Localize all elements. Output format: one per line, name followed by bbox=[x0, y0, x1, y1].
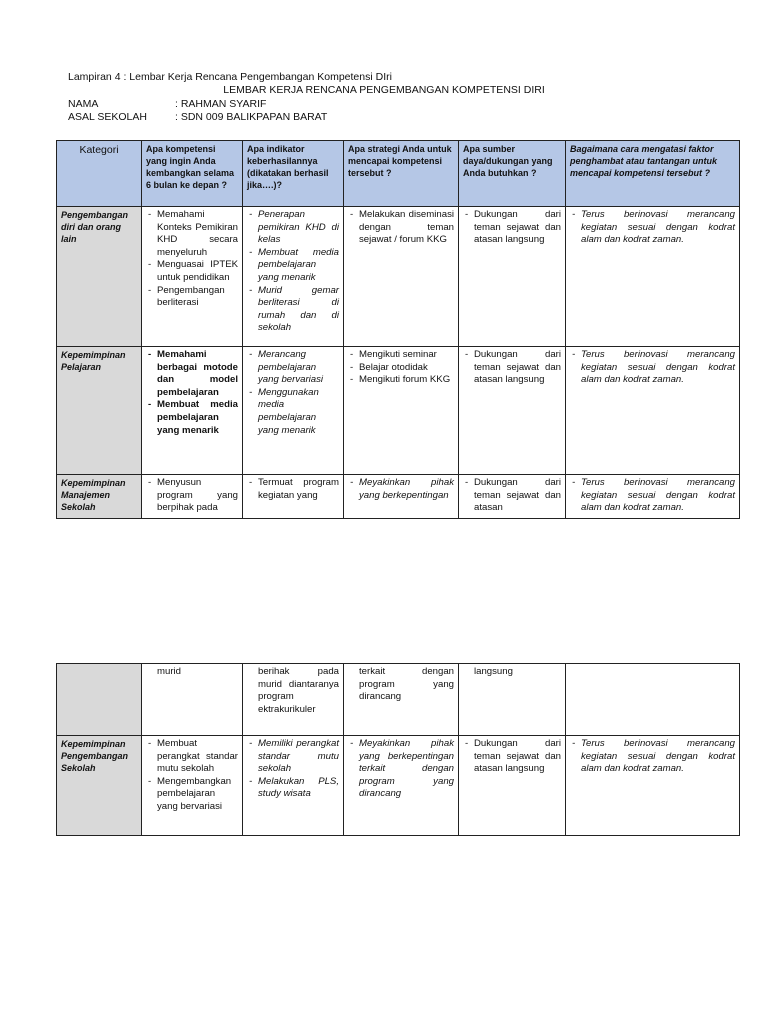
strategi-cell bbox=[344, 347, 459, 475]
list-item: - Pengembangan berliterasi bbox=[146, 285, 238, 310]
list-item: - Merancang pembelajaran yang bervariasi bbox=[247, 349, 339, 387]
indikator-cell bbox=[243, 736, 344, 836]
kompetensi-cell bbox=[142, 475, 243, 519]
list-item: - Menyusun program yang berpihak pada bbox=[146, 477, 238, 515]
list-item: - Terus berinovasi merancang kegiatan sesuai dengan kodrat alam dan kodrat zaman. bbox=[570, 349, 735, 387]
kompetensi-cell bbox=[142, 736, 243, 836]
indikator-cell bbox=[243, 347, 344, 475]
list-item: - Murid gemar berliterasi di rumah dan di sekolah bbox=[247, 285, 339, 335]
nama-value: : RAHMAN SYARIF bbox=[175, 98, 267, 110]
list-item: - Meyakinkan pihak yang berkepentingan terkait dengan program yang dirancang bbox=[348, 738, 454, 801]
list-item: - Menggunakan media pembelajaran yang menarik bbox=[247, 387, 339, 437]
header-kategori: Kategori bbox=[57, 141, 142, 207]
list-item: - Memahami berbagai motode dan model pembelajaran bbox=[146, 349, 238, 399]
competency-table-continued bbox=[56, 663, 740, 836]
list-item: - Terus berinovasi merancang kegiatan sesuai dengan kodrat alam dan kodrat zaman. bbox=[570, 477, 735, 515]
indikator-cell bbox=[243, 664, 344, 736]
strategi-cell bbox=[344, 207, 459, 347]
list-item: - Terus berinovasi merancang kegiatan sesuai dengan kodrat alam dan kodrat zaman. bbox=[570, 738, 735, 776]
table-header-row bbox=[57, 141, 740, 207]
kompetensi-cell bbox=[142, 347, 243, 475]
category-cell: Pengembangan diri dan orang lain bbox=[57, 207, 142, 347]
list-item: - Termuat program kegiatan yang bbox=[247, 477, 339, 502]
competency-table bbox=[56, 140, 740, 519]
sumber-cell bbox=[459, 347, 566, 475]
table-row bbox=[57, 736, 740, 836]
sumber-cell bbox=[459, 475, 566, 519]
list-item: berihak pada murid diantaranya program ektrakurikuler bbox=[258, 666, 339, 715]
list-item: - Dukungan dari teman sejawat dan atasan langsung bbox=[463, 209, 561, 247]
sumber-cell bbox=[459, 736, 566, 836]
list-item: - Meyakinkan pihak yang berkepentingan bbox=[348, 477, 454, 502]
category-cell: Kepemimpinan Pelajaran bbox=[57, 347, 142, 475]
document-title: LEMBAR KERJA RENCANA PENGEMBANGAN KOMPETENSI DIRI bbox=[223, 84, 545, 96]
nama-label: NAMA bbox=[68, 98, 99, 110]
header-indikator: Apa indikator keberhasilannya (dikatakan berhasil jika….)? bbox=[243, 141, 344, 207]
strategi-cell bbox=[344, 475, 459, 519]
kompetensi-cell bbox=[142, 207, 243, 347]
indikator-cell bbox=[243, 475, 344, 519]
table-row bbox=[57, 664, 740, 736]
list-item: murid bbox=[157, 666, 181, 677]
strategi-cell bbox=[344, 664, 459, 736]
cara-cell bbox=[566, 475, 740, 519]
list-item: - Melakukan PLS, study wisata bbox=[247, 776, 339, 801]
list-item: langsung bbox=[474, 666, 513, 677]
list-item: - Belajar otodidak bbox=[348, 362, 454, 375]
lampiran-line: Lampiran 4 : Lembar Kerja Rencana Pengembangan Kompetensi DIri bbox=[68, 71, 392, 83]
list-item: - Dukungan dari teman sejawat dan atasan langsung bbox=[463, 738, 561, 776]
category-cell bbox=[57, 664, 142, 736]
sumber-cell bbox=[459, 207, 566, 347]
list-item: - Mengembangkan pembelajaran yang bervariasi bbox=[146, 776, 238, 814]
cara-cell bbox=[566, 664, 740, 736]
table-row bbox=[57, 475, 740, 519]
list-item: - Memahami Konteks Pemikiran KHD secara menyeluruh bbox=[146, 209, 238, 259]
list-item: - Terus berinovasi merancang kegiatan sesuai dengan kodrat alam dan kodrat zaman. bbox=[570, 209, 735, 247]
header-kompetensi: Apa kompetensi yang ingin Anda kembangkan selama 6 bulan ke depan ? bbox=[142, 141, 243, 207]
header-strategi: Apa strategi Anda untuk mencapai kompetensi tersebut ? bbox=[344, 141, 459, 207]
list-item: - Mengikuti seminar bbox=[348, 349, 454, 362]
list-item: - Memiliki perangkat standar mutu sekolah bbox=[247, 738, 339, 776]
sumber-cell bbox=[459, 664, 566, 736]
list-item: - Membuat media pembelajaran yang menarik bbox=[146, 399, 238, 437]
list-item: - Dukungan dari teman sejawat dan atasan bbox=[463, 477, 561, 515]
header-sumber: Apa sumber daya/dukungan yang Anda butuhkan ? bbox=[459, 141, 566, 207]
category-cell: Kepemimpinan Pengembangan Sekolah bbox=[57, 736, 142, 836]
kompetensi-cell bbox=[142, 664, 243, 736]
list-item: - Membuat media pembelajaran yang menarik bbox=[247, 247, 339, 285]
header-cara: Bagaimana cara mengatasi faktor penghambat atau tantangan untuk mencapai kompetensi tersebut ? bbox=[566, 141, 740, 207]
cara-cell bbox=[566, 347, 740, 475]
table-row bbox=[57, 207, 740, 347]
list-item: - Dukungan dari teman sejawat dan atasan langsung bbox=[463, 349, 561, 387]
list-item: terkait dengan program yang dirancang bbox=[359, 666, 454, 703]
list-item: - Menguasai IPTEK untuk pendidikan bbox=[146, 259, 238, 284]
table-row bbox=[57, 347, 740, 475]
list-item: - Penerapan pemikiran KHD di kelas bbox=[247, 209, 339, 247]
indikator-cell bbox=[243, 207, 344, 347]
asal-sekolah-value: : SDN 009 BALIKPAPAN BARAT bbox=[175, 111, 328, 123]
cara-cell bbox=[566, 736, 740, 836]
list-item: - Mengikuti forum KKG bbox=[348, 374, 454, 387]
category-cell: Kepemimpinan Manajemen Sekolah bbox=[57, 475, 142, 519]
strategi-cell bbox=[344, 736, 459, 836]
list-item: - Melakukan diseminasi dengan teman sejawat / forum KKG bbox=[348, 209, 454, 247]
asal-sekolah-label: ASAL SEKOLAH bbox=[68, 111, 147, 123]
cara-cell bbox=[566, 207, 740, 347]
list-item: - Membuat perangkat standar mutu sekolah bbox=[146, 738, 238, 776]
